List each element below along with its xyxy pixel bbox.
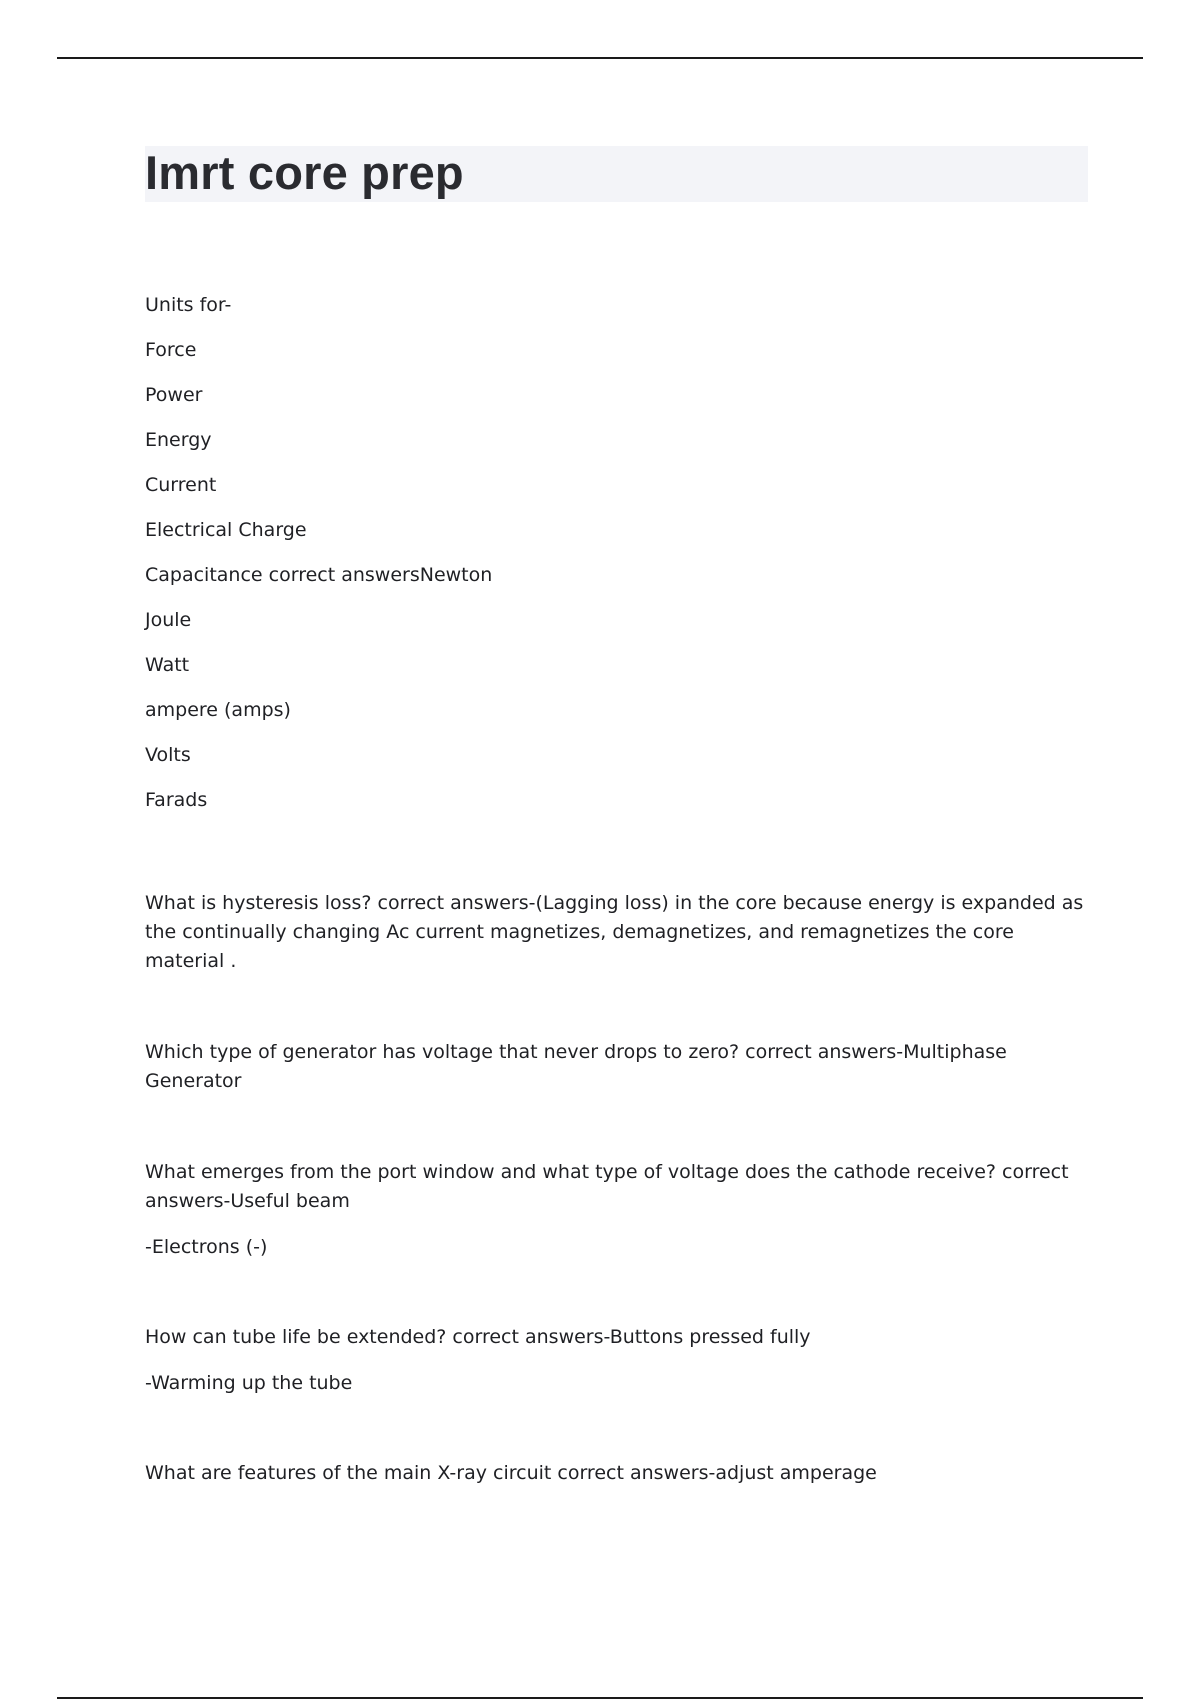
units-list (145, 291, 1085, 814)
units-line: Units for- (145, 294, 232, 316)
units-line: ampere (amps) (145, 699, 291, 721)
document-body (145, 291, 1085, 1488)
units-line: Volts (145, 744, 191, 766)
qa-text: Which type of generator has voltage that never drops to zero? correct answers-Multiphase Generator (145, 1041, 1007, 1092)
qa-item (145, 1158, 1085, 1261)
units-line: Watt (145, 654, 190, 676)
qa-text: What are features of the main X-ray circuit correct answers-adjust amperage (145, 1462, 877, 1484)
qa-text: How can tube life be extended? correct answers-Buttons pressed fully (145, 1326, 811, 1348)
units-line: Joule (145, 609, 192, 631)
units-line: Capacitance correct answersNewton (145, 564, 493, 586)
units-line: Current (145, 474, 217, 496)
qa-extra: -Electrons (-) (145, 1236, 268, 1258)
bottom-rule (57, 1697, 1143, 1699)
units-line: Energy (145, 429, 212, 451)
units-line: Electrical Charge (145, 519, 307, 541)
qa-text: What is hysteresis loss? correct answers-(Lagging loss) in the core because energy is expanded as the continually changing Ac current magnetizes, demagnetizes, and remagnetizes the core material . (145, 892, 1084, 972)
qa-extra: -Warming up the tube (145, 1372, 353, 1394)
units-line: Force (145, 339, 197, 361)
qa-item (145, 1459, 1085, 1488)
document-title: Imrt core prep (145, 146, 464, 199)
units-line: Power (145, 384, 203, 406)
top-rule (57, 57, 1143, 59)
qa-item (145, 889, 1085, 976)
qa-item (145, 1323, 1085, 1397)
qa-item (145, 1038, 1085, 1096)
qa-text: What emerges from the port window and what type of voltage does the cathode receive? correct answers-Useful beam (145, 1161, 1069, 1212)
units-line: Farads (145, 789, 208, 811)
